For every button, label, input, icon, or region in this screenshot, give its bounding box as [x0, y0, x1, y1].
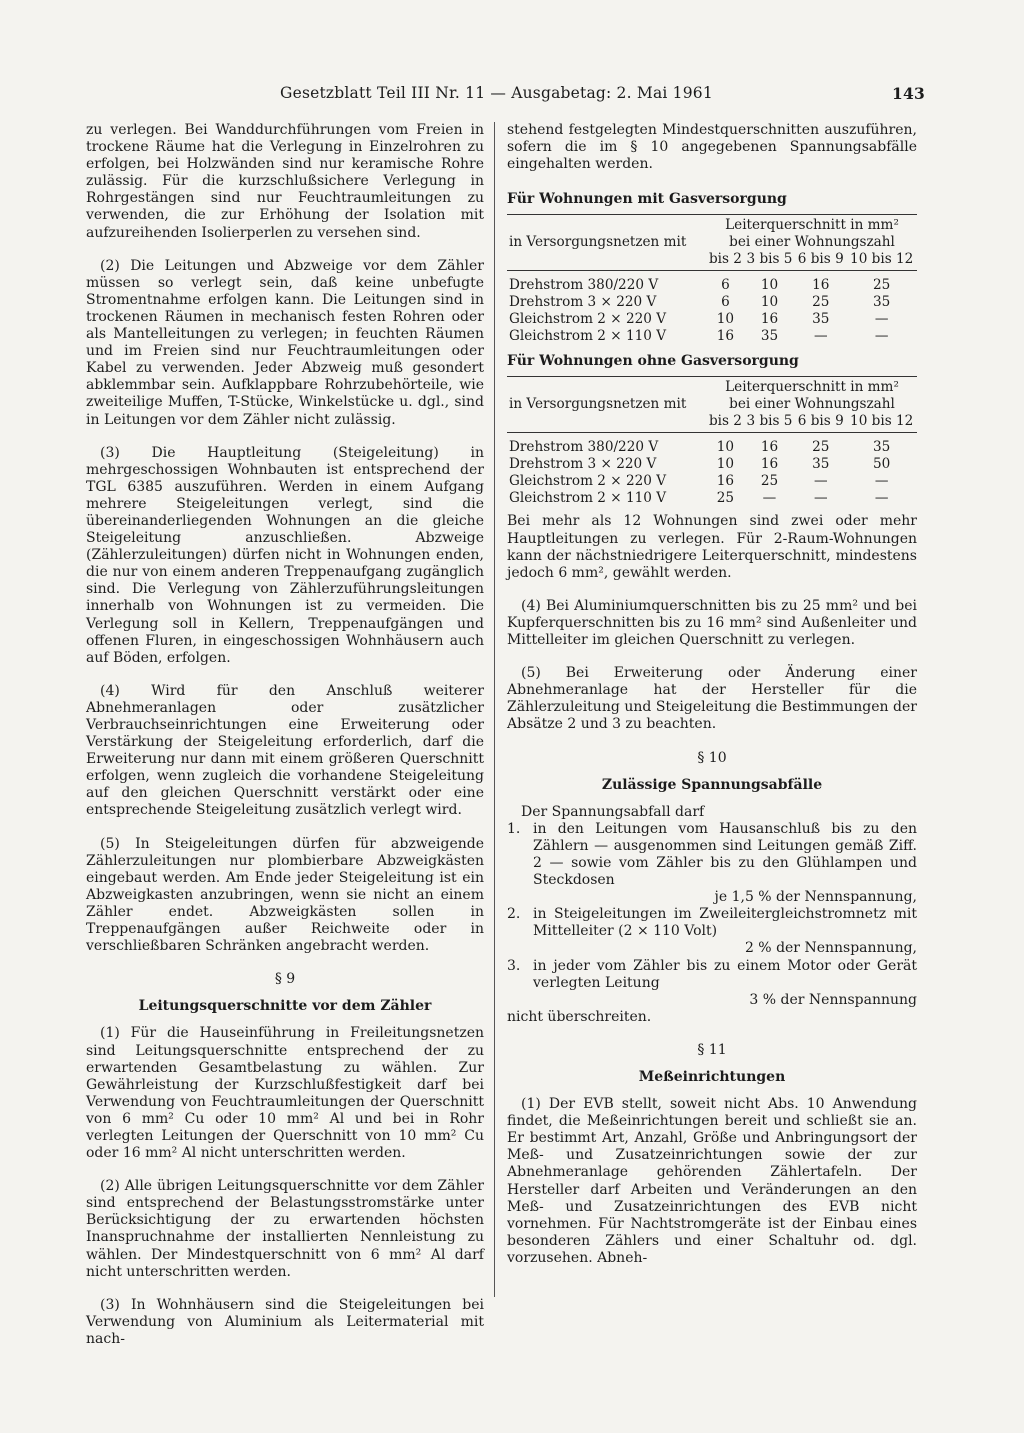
table-col-group-2: bei einer Wohnungszahl: [729, 234, 895, 251]
row-label: Drehstrom 3 × 220 V: [509, 294, 657, 311]
left-column: [86, 122, 484, 1348]
table-col-group-1: Leiterquerschnitt in mm²: [707, 377, 917, 397]
table-cell: —: [874, 473, 889, 490]
list-item-text: in jeder vom Zähler bis zu einem Motor oder Gerät verlegten Leitung: [533, 957, 917, 991]
table-cell: 6: [721, 277, 730, 294]
list-item: [507, 906, 917, 957]
header-title: Gesetzblatt Teil III Nr. 11 — Ausgabetag: 2. Mai 1961: [280, 84, 713, 102]
row-label: Gleichstrom 2 × 110 V: [509, 328, 667, 345]
table-2-title: Für Wohnungen ohne Gasversorgung: [507, 353, 799, 370]
table-col-head: 6 bis 9: [795, 413, 846, 433]
list-item-value: 3 % der Nennspannung: [749, 991, 917, 1008]
table-row: [507, 271, 917, 295]
paragraph-8-4: (4) Wird für den Anschluß weiterer Abnehmeranlagen oder zusätzlicher Verbrauchseinrichtungen eine Erweiterung oder Verstärkung der Steigeleitung erforderlich, darf die Erweiterung nur dann mit einem größeren Querschnitt erfolgen, wenn zugleich die vorhandene Steigeleitung auf den gleichen Querschnitt verstärkt oder eine entsprechende Steigeleitung zusätzlich verlegt wird.: [86, 682, 484, 819]
list-item-text: in Steigeleitungen im Zweileitergleichstromnetz mit Mittelleiter (2 × 110 Volt): [533, 906, 917, 940]
table-cell: —: [874, 311, 889, 328]
column-divider: [494, 122, 495, 1297]
row-label: Drehstrom 380/220 V: [509, 277, 659, 294]
paragraph-continuation-right: stehend festgelegten Mindestquerschnitten auszuführen, sofern die im § 10 angegebenen Spannungsabfälle eingehalten werden.: [507, 122, 917, 173]
paragraph-after-tables: Bei mehr als 12 Wohnungen sind zwei oder mehr Hauptleitungen zu verlegen. Für 2-Raum-Wohnungen kann der nächstniedrigere Leiterquerschnitt, mindestens jedoch 6 mm², gewählt werden.: [507, 513, 917, 581]
table-cell: 35: [812, 311, 830, 328]
table-cell: 16: [760, 311, 779, 328]
paragraph-9-3: (3) In Wohnhäusern sind die Steigeleitungen bei Verwendung von Aluminium als Leitermaterial mit nach-: [86, 1296, 484, 1347]
table-cell: —: [813, 490, 828, 507]
table-col-head: bis 2: [707, 413, 744, 433]
table-cell: 10: [716, 456, 735, 473]
paragraph-8-2: (2) Die Leitungen und Abzweige vor dem Zähler müssen so verlegt sein, daß keine unbefugte Stromentnahme erfolgen kann. Die Leitungen sind in trockenen Räumen in mechanisch festen Rohren oder als Mantelleitungen zu verlegen; in feuchten Räumen und im Freien sind nur Feuchtraumleitungen oder Kabel zu verwenden. Jeder Abzweig muß gesondert abklemmbar sein. Aufklappbare Rohrzubehörteile, wie zweiteilige Muffen, T-Stücke, Winkelstücke u. dgl., sind in Leitungen vor dem Zähler nicht zulässig.: [86, 257, 484, 428]
table-cell: 35: [760, 328, 779, 345]
paragraph-8-3: (3) Die Hauptleitung (Steigeleitung) in mehrgeschossigen Wohnbauten ist entsprechend der TGL 6385 auszuführen. Werden in einem Aufgang mehrere Steigeleitungen verlegt, sind die übereinanderliegenden Wohnungen an die gleiche Steigeleitung anzuschließen. Abzweige (Zählerzuleitungen) dürfen nicht in Wohnungen enden, die nur von einem anderen Treppenaufgang zugänglich sind. Die Verlegung von Zählerzuführungsleitungen innerhalb von Wohnungen ist zu vermeiden. Die Verlegung soll in Kellern, Treppenaufgängen und offenen Fluren, in eingeschossigen Wohnhäusern auch auf Böden, erfolgen.: [86, 444, 484, 666]
row-label: Drehstrom 3 × 220 V: [509, 456, 657, 473]
table-col-group-1: Leiterquerschnitt in mm²: [707, 215, 917, 235]
row-label: Gleichstrom 2 × 220 V: [509, 311, 667, 328]
table-cell: —: [813, 328, 828, 345]
paragraph-11-1: (1) Der EVB stellt, soweit nicht Abs. 10 Anwendung findet, die Meßeinrichtungen bereit und schließt sie an. Er bestimmt Art, Anzahl, Größe und Anbringungsort der Meß- und Zusatzeinrichtungen sowie der zur Abnehmeranlage gehörenden Zählertafeln. Der Hersteller darf Arbeiten und Veränderungen an den Meß- und Zusatzeinrichtungen des EVB nicht vornehmen. Für Nachtstromgeräte ist der Einbau eines besonderen Zählers und einer Schaltuhr od. dgl. vorzusehen. Abneh-: [507, 1096, 917, 1266]
list-item-value: 2 % der Nennspannung,: [744, 940, 917, 957]
table-cell: 16: [760, 456, 779, 473]
paragraph-8-5: (5) In Steigeleitungen dürfen für abzweigende Zählerzuleitungen nur plombierbare Abzweigkästen eingebaut werden. Am Ende jeder Steigeleitung ist ein Abzweigkasten anzubringen, wenn sie nicht an einem Zähler endet. Abzweigkästen sollen in Treppenaufgängen außer Reichweite oder in verschließbaren Schränken angebracht werden.: [86, 835, 484, 955]
table-row: [507, 473, 917, 490]
table-cell: 25: [812, 294, 830, 311]
table-col-group-2: bei einer Wohnungszahl: [729, 396, 895, 413]
section-10-title: Zulässige Spannungsabfälle: [601, 776, 823, 793]
list-item-number: 2.: [507, 906, 521, 923]
table-cell: 25: [812, 439, 830, 456]
table-col-head: 3 bis 5: [744, 413, 795, 433]
table-cell: —: [762, 490, 777, 507]
section-10-number: § 10: [697, 749, 727, 766]
table-cell: 25: [716, 490, 735, 507]
table-1-title: Für Wohnungen mit Gasversorgung: [507, 191, 787, 208]
table-cell: 25: [873, 277, 891, 294]
table-cell: 16: [716, 473, 735, 490]
table-cell: 16: [716, 328, 735, 345]
table-cell: 35: [812, 456, 830, 473]
table-col-head: 10 bis 12: [846, 413, 917, 433]
table-row: [507, 328, 917, 351]
row-label: Drehstrom 380/220 V: [509, 439, 659, 456]
paragraph-9-4: (4) Bei Aluminiumquerschnitten bis zu 25 mm² und bei Kupferquerschnitten bis zu 16 mm² sind Außenleiter und Mittelleiter im gleichen Querschnitt zu verlegen.: [507, 597, 917, 649]
table-cell: 35: [873, 294, 891, 311]
row-label: Gleichstrom 2 × 110 V: [509, 490, 667, 507]
table-row-header: in Versorgungsnetzen mit: [507, 215, 707, 252]
section-11-number: § 11: [697, 1041, 727, 1058]
table-row-header: in Versorgungsnetzen mit: [507, 377, 707, 414]
table-col-head: 6 bis 9: [795, 251, 846, 271]
paragraph-continuation: zu verlegen. Bei Wanddurchführungen vom Freien in trockene Räume hat die Verlegung in Einzelrohren zu erfolgen, bei Holzwänden sind nur keramische Rohre zulässig. Für die kurzschlußsichere Verlegung in Rohrgestängen sind nur Feuchtraumleitungen zu verwenden, die zur Erhöhung der Isolation mit aufzureihenden Isolierperlen zu versehen sind.: [86, 122, 484, 241]
table-row: [507, 490, 917, 513]
table-row: [507, 456, 917, 473]
table-cell: 35: [873, 439, 891, 456]
section-10-outro: nicht überschreiten.: [507, 1008, 652, 1025]
table-row: [507, 294, 917, 311]
paragraph-9-5: (5) Bei Erweiterung oder Änderung einer Abnehmeranlage hat der Hersteller für die Zählerzuleitung und Steigeleitung die Bestimmungen der Absätze 2 und 3 zu beachten.: [507, 665, 917, 733]
table-row: [507, 433, 917, 457]
page-header: [280, 84, 925, 108]
table-cell: 16: [812, 277, 830, 294]
table-col-head: 3 bis 5: [744, 251, 795, 271]
paragraph-9-1: (1) Für die Hauseinführung in Freileitungsnetzen sind Leitungsquerschnitte entsprechend der zu erwartenden Gesamtbelastung zu wählen. Zur Gewährleistung der Kurzschlußfestigkeit darf bei Verwendung von Feuchtraumleitungen der Querschnitt von 6 mm² Cu oder 10 mm² Al und bei in Rohr verlegten Leitungen der Querschnitt von 10 mm² Cu oder 16 mm² Al nicht unterschritten werden.: [86, 1025, 484, 1162]
table-cell: 10: [716, 311, 735, 328]
table-cell: —: [813, 473, 828, 490]
table-cell: 25: [760, 473, 779, 490]
table-cell: —: [874, 328, 889, 345]
table-col-head: 10 bis 12: [846, 251, 917, 271]
table-cell: 16: [760, 439, 779, 456]
list-item-number: 3.: [507, 957, 521, 974]
cross-section-table-with-gas: [507, 214, 917, 351]
row-label: Gleichstrom 2 × 220 V: [509, 473, 667, 490]
table-cell: 10: [760, 277, 779, 294]
table-col-head: bis 2: [707, 251, 744, 271]
cross-section-table-without-gas: [507, 376, 917, 513]
table-cell: 6: [721, 294, 730, 311]
voltage-drop-list: [507, 821, 917, 1009]
section-9-number: § 9: [274, 971, 296, 988]
section-11-title: Meßeinrichtungen: [638, 1069, 786, 1085]
table-cell: 50: [873, 456, 891, 473]
table-row: [507, 311, 917, 328]
list-item: [507, 821, 917, 906]
page-number: 143: [892, 84, 925, 103]
right-column: [507, 122, 917, 1267]
table-cell: —: [874, 490, 889, 507]
table-cell: 10: [760, 294, 779, 311]
list-item-text: in den Leitungen vom Hausanschluß bis zu den Zählern — ausgenommen sind Leitungen gemäß Ziff. 2 — sowie vom Zähler bis zu den Glühlampen und Steckdosen: [533, 820, 917, 889]
section-10-intro: Der Spannungsabfall darf: [521, 803, 705, 820]
list-item-value: je 1,5 % der Nennspannung,: [714, 889, 917, 906]
list-item: [507, 958, 917, 1009]
list-item-number: 1.: [507, 820, 521, 837]
table-cell: 10: [716, 439, 735, 456]
paragraph-9-2: (2) Alle übrigen Leitungsquerschnitte vor dem Zähler sind entsprechend der Belastungsstromstärke unter Berücksichtigung der zu erwartenden höchsten Inanspruchnahme der installierten Nennleistung zu wählen. Der Mindestquerschnitt von 6 mm² Al darf nicht unterschritten werden.: [86, 1178, 484, 1280]
section-9-title: Leitungsquerschnitte vor dem Zähler: [138, 998, 432, 1015]
